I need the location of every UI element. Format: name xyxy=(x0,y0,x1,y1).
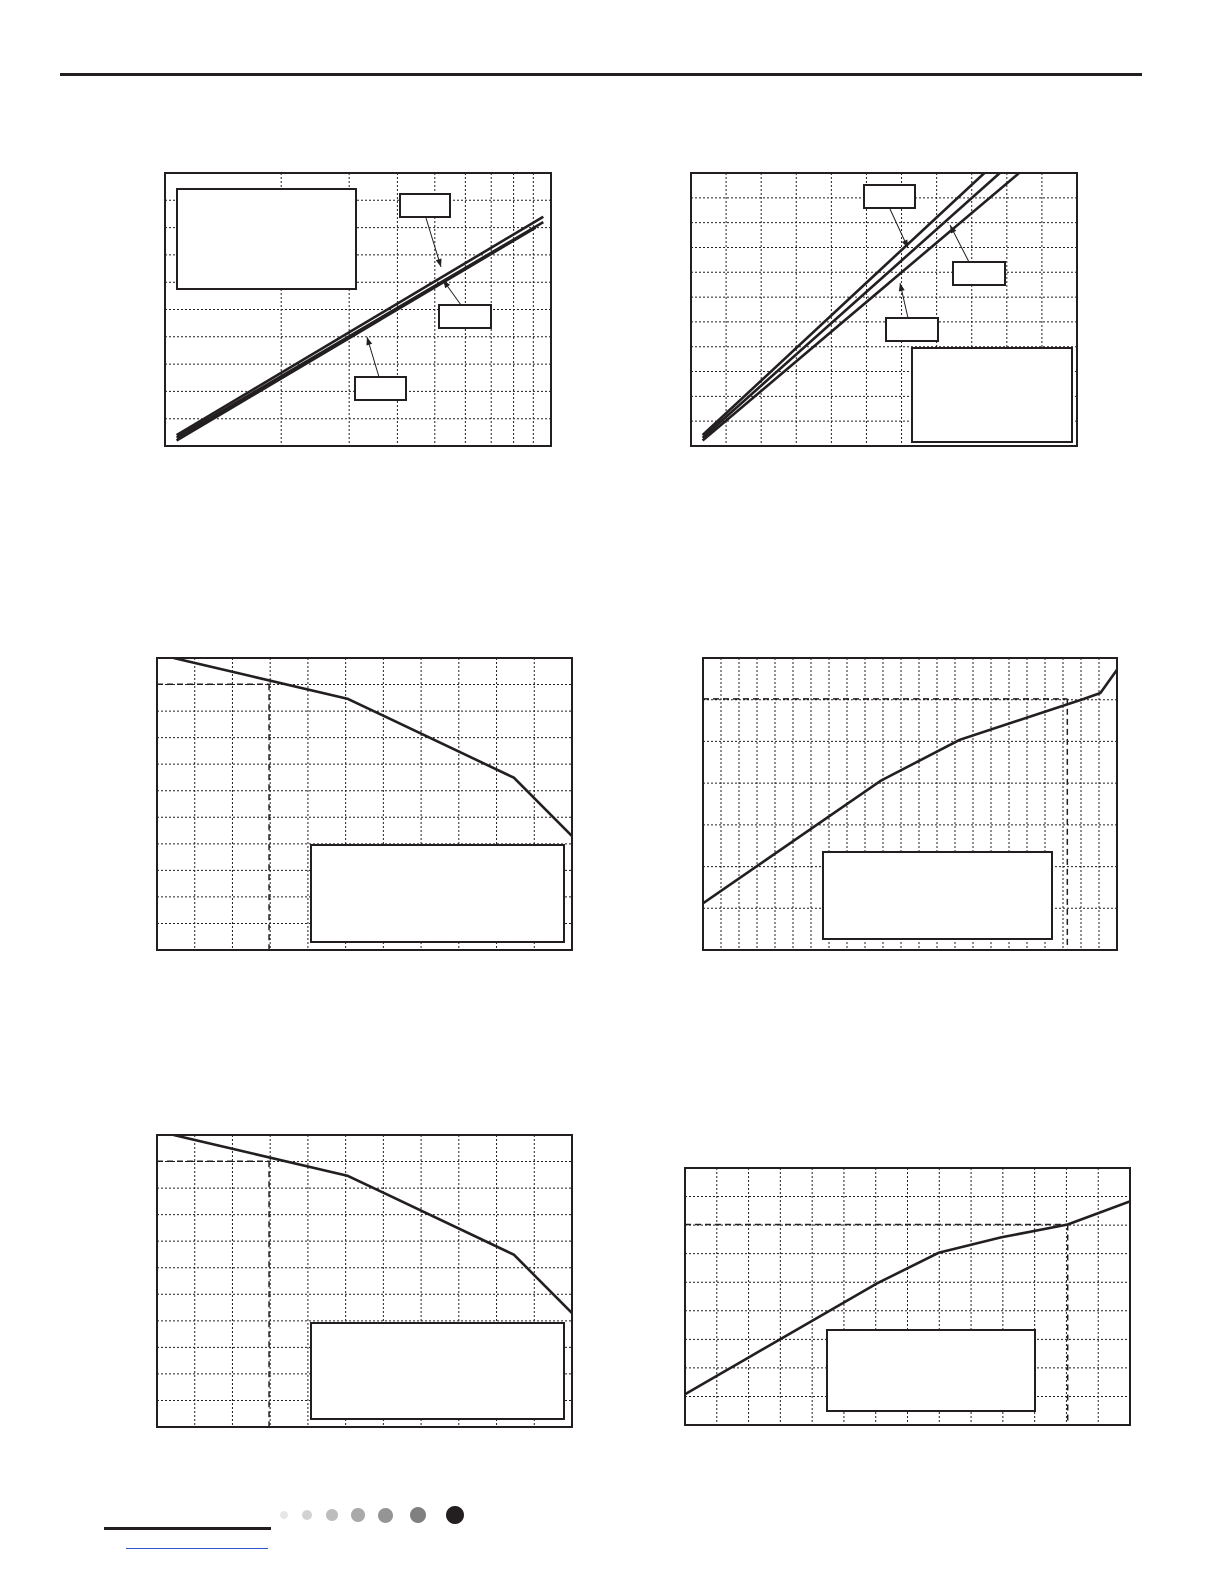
legend-box xyxy=(827,1330,1035,1411)
chart-6 xyxy=(685,1168,1130,1425)
legend-box xyxy=(311,845,564,942)
progress-dot xyxy=(351,1508,365,1522)
progress-dot xyxy=(410,1507,426,1523)
chart-1 xyxy=(165,173,551,446)
legend-box xyxy=(177,189,356,289)
legend-box xyxy=(823,852,1052,939)
legend-box xyxy=(311,1323,564,1419)
chart-5 xyxy=(157,1135,572,1427)
curve-label-box-3 xyxy=(355,377,406,400)
arrowhead-3 xyxy=(366,337,372,346)
curve-label-box-1 xyxy=(864,185,915,208)
progress-dot xyxy=(326,1509,338,1521)
legend-box xyxy=(912,348,1072,442)
chart-2 xyxy=(691,173,1077,446)
chart-4 xyxy=(703,658,1117,950)
footer-rule xyxy=(104,1527,271,1530)
progress-dot xyxy=(302,1510,312,1520)
progress-dot xyxy=(280,1511,288,1519)
curve-label-box-3 xyxy=(886,318,938,341)
progress-dot xyxy=(446,1506,464,1524)
curve-label-box-1 xyxy=(400,194,450,217)
curve-label-box-2 xyxy=(953,262,1005,285)
arrowhead-3 xyxy=(899,283,905,291)
curve-label-box-2 xyxy=(439,305,491,328)
arrowhead-1 xyxy=(436,258,442,267)
progress-dot xyxy=(378,1508,393,1523)
chart-3 xyxy=(157,658,572,950)
footer-link-underline[interactable] xyxy=(126,1548,268,1549)
